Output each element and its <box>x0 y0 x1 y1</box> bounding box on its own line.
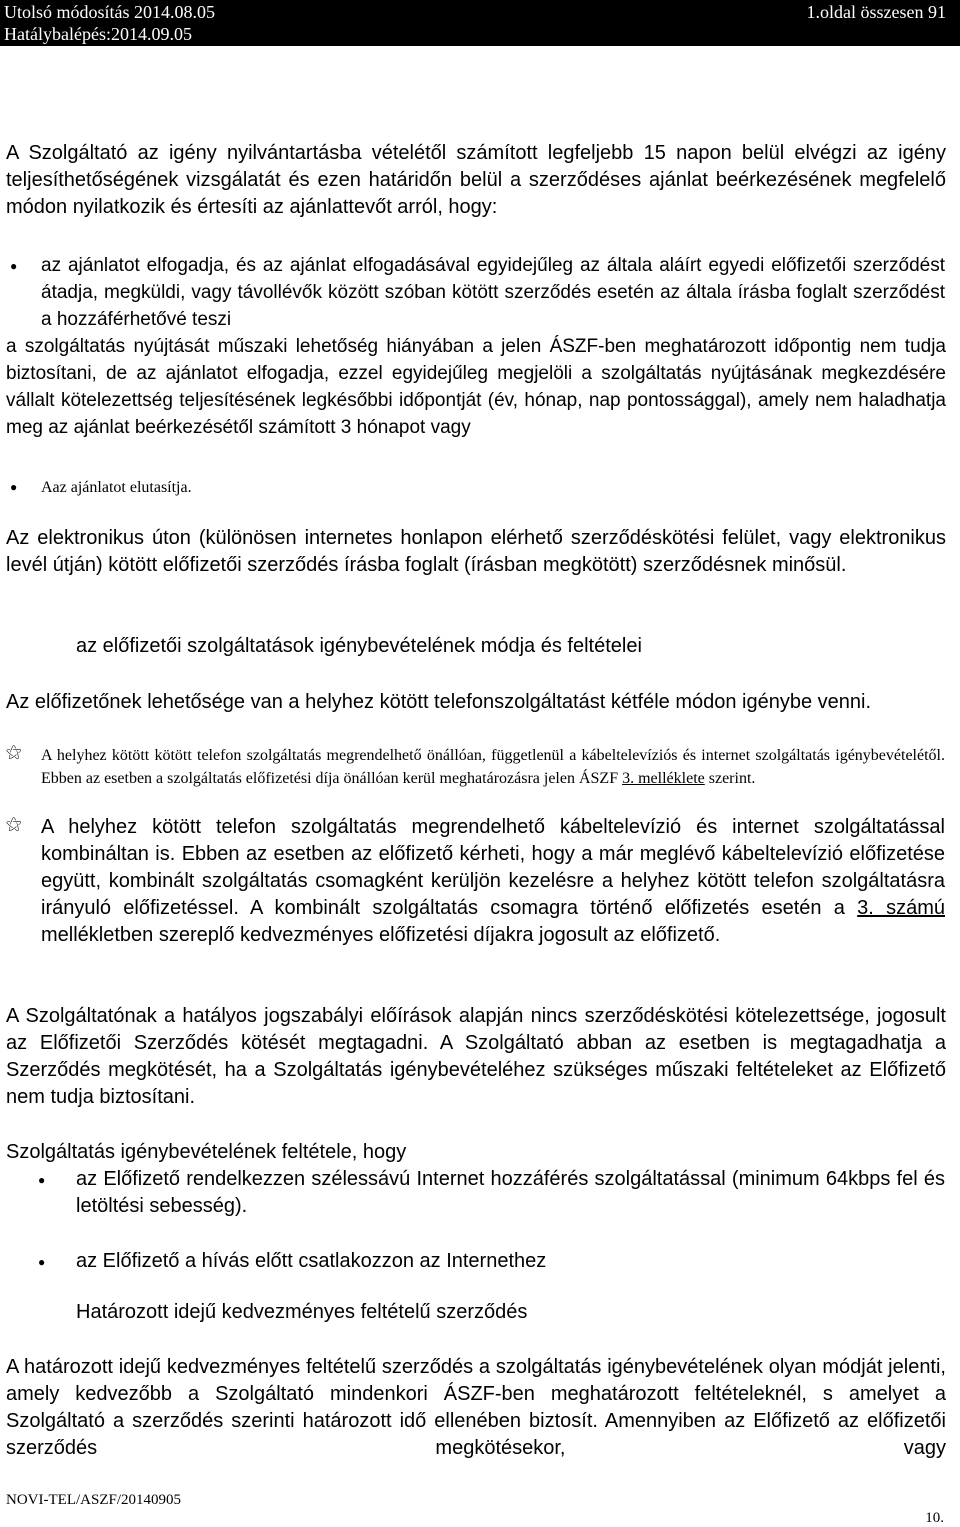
bullet-item-broadband: az Előfizető rendelkezzen szélessávú Internet hozzáférés szolgáltatással (minimum 64kbps fel és letöltési sebesség). <box>76 1168 945 1217</box>
page-count: 1.oldal összesen 91 <box>806 2 946 22</box>
star-bullet-icon: ⚝ <box>6 816 22 833</box>
section-heading-fixed-term: Határozott idejű kedvezményes feltételű szerződés <box>76 1301 528 1323</box>
star-item-combined-tail: mellékletben szereplő kedvezményes előfizetési díjakra jogosult az előfizető. <box>41 924 721 946</box>
bullet-dot: ● <box>38 1255 46 1269</box>
star-item-standalone <box>41 744 945 790</box>
bullet-item-reject: Aaz ajánlatot elutasítja. <box>41 479 192 496</box>
star-item-standalone-text: A helyhez kötött kötött telefon szolgáltatás megrendelhető önállóan, függetlenül a kábeltelevíziós és internet szolgáltatás igénybevételétől. Ebben az esetben a szolgáltatás előfizetési díja önállóan kerül meghatározásra jelen ÁSZF <box>41 747 945 787</box>
star-item-combined <box>41 814 945 949</box>
bullet-item-accept: az ajánlatot elfogadja, és az ajánlat elfogadásával egyidejűleg az általa aláírt egyedi előfizetői szerződést átadja, megküldi, vagy távollévők között szóban kötött szerződés esetén az általa írásba foglalt szerződést a hozzáférhetővé teszi <box>41 255 945 330</box>
paragraph-fixed-term: A határozott idejű kedvezményes feltételű szerződés a szolgáltatás igénybevételének olyan módját jelenti, amely kedvezőbb a Szolgáltató mindenkori ÁSZF-ben meghatározott feltételeknél, s amelyet a Szolgáltató a szerződés szerinti határozott idő ellenében biztosít. Amennyiben az Előfizető az előfizetői szerződés megkötésekor, vagy <box>6 1356 946 1459</box>
effective-date: Hatálybalépés:2014.09.05 <box>4 24 192 44</box>
paragraph-conditions-intro: Szolgáltatás igénybevételének feltétele, hogy <box>6 1141 407 1163</box>
bullet-dot: ● <box>38 1173 46 1187</box>
bullet-dot: ● <box>10 480 18 494</box>
star-bullet-icon: ⚝ <box>6 744 22 761</box>
paragraph-electronic-contract: Az elektronikus úton (különösen internetes honlapon elérhető szerződéskötési felület, vagy elektronikus levél útján) kötött előfizetői szerződés írásba foglalt (írásban megkötött) szerződésnek minősül. <box>6 527 946 576</box>
modified-date: Utolsó módosítás 2014.08.05 <box>4 2 216 22</box>
section-heading-usage: az előfizetői szolgáltatások igénybevételének módja és feltételei <box>76 635 642 657</box>
star-item-combined-text: A helyhez kötött telefon szolgáltatás megrendelhető kábeltelevízió és internet szolgáltatással kombináltan is. Ebben az esetben az előfizető kérheti, hogy a már meglévő kábeltelevízió előfizetése együtt, kombinált szolgáltatás csomagként kerüljön kezelésre a helyhez kötött telefon szolgáltatásra irányuló előfizetéssel. A kombinált szolgáltatás csomagra történő előfizetés esetén a <box>41 816 945 919</box>
annex-link[interactable]: 3. melléklete <box>622 770 705 787</box>
page-header <box>0 0 960 46</box>
paragraph-two-ways: Az előfizetőnek lehetősége van a helyhez kötött telefonszolgáltatást kétféle módon igénybe venni. <box>6 691 872 713</box>
document-id: NOVI-TEL/ASZF/20140905 <box>6 1492 181 1508</box>
bullet-dot: ● <box>10 259 18 273</box>
paragraph-refusal: A Szolgáltatónak a hatályos jogszabályi előírások alapján nincs szerződéskötési kötelezettsége, jogosult az Előfizetői Szerződés kötését megtagadni. A Szolgáltató abban az esetben is megtagadhatja a Szerződés megkötését, ha a Szolgáltatás igénybevételéhez szükséges műszaki feltételeket az Előfizető nem tudja biztosítani. <box>6 1005 946 1108</box>
annex-link[interactable]: 3. számú <box>857 897 945 919</box>
bullet-item-connect: az Előfizető a hívás előtt csatlakozzon az Internethez <box>76 1250 547 1272</box>
paragraph-technical-delay: a szolgáltatás nyújtását műszaki lehetőség hiányában a jelen ÁSZF-ben meghatározott időpontig nem tudja biztosítani, de az ajánlatot elfogadja, ezzel egyidejűleg megjelöli a szolgáltatás nyújtásának megkezdésére vállalt kötelezettség teljesítésének legkésőbbi időpontját (év, hónap, nap pontossággal), amely nem haladhatja meg az ajánlat beérkezésétől számított 3 hónapot vagy <box>6 336 946 438</box>
paragraph-intro: A Szolgáltató az igény nyilvántartásba vételétől számított legfeljebb 15 napon belül elvégzi az igény teljesíthetőségének vizsgálatát és ezen határidőn belül a szerződéses ajánlat beérkezésének megfelelő módon nyilatkozik és értesíti az ajánlattevőt arról, hogy: <box>6 142 946 218</box>
star-item-standalone-tail: szerint. <box>708 770 756 787</box>
page-number: 10. <box>925 1510 944 1526</box>
